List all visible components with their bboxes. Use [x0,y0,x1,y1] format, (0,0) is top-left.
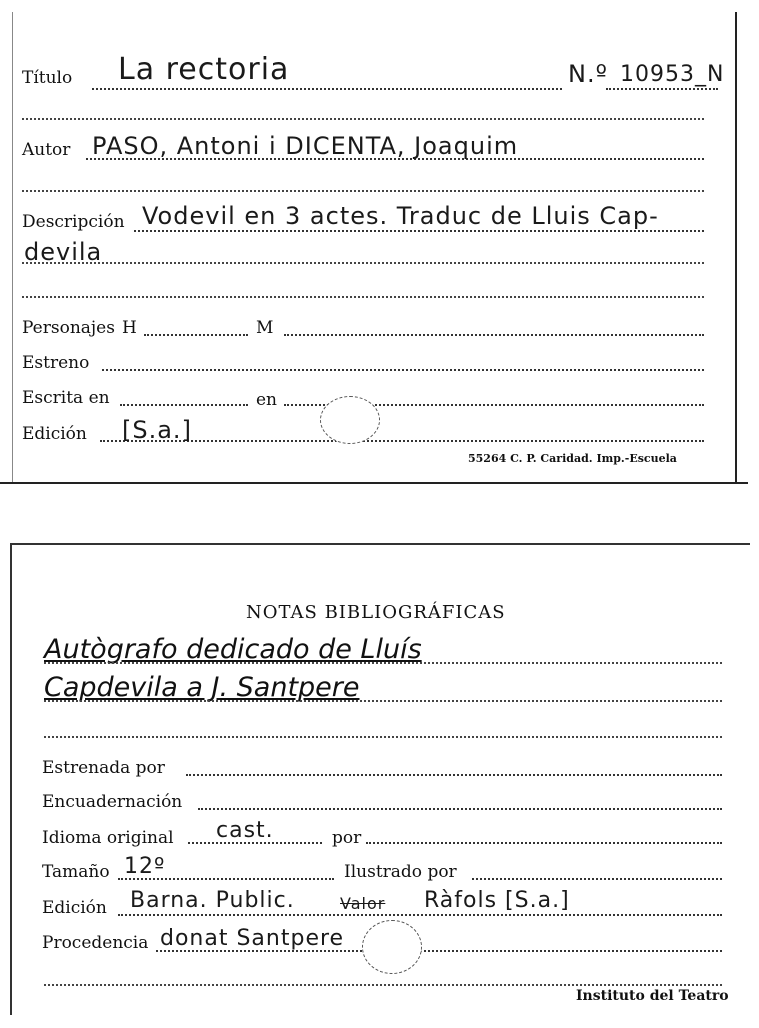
idioma-label: Idioma original [42,828,174,848]
descripcion-line1: Vodevil en 3 actes. Traduc de Lluis Cap- [142,202,659,230]
escrita-en: en [256,390,278,410]
escrita-line [120,404,248,406]
autor-value: PASO, Antoni i DICENTA, Joaquim [92,132,519,160]
titulo-line [92,88,562,90]
blank-line [22,296,704,298]
estrenada-label: Estrenada por [42,758,165,778]
note-rule-1 [44,662,722,664]
printer-imprint: 55264 C. P. Caridad. Imp.-Escuela [468,452,677,465]
personajes-label: Personajes [22,318,115,338]
encuadernacion-line [198,808,722,810]
edicion2-label: Edición [42,898,107,918]
titulo-label: Título [22,68,73,88]
blank-line [22,118,704,120]
estrenada-line [186,774,722,776]
edicion-label: Edición [22,424,87,444]
card-divider [0,482,748,484]
blank-line [44,984,722,986]
punch-hole [362,920,422,974]
procedencia-label: Procedencia [42,933,149,953]
escrita-label: Escrita en [22,388,110,408]
idioma-por-line [366,842,722,844]
num-label: N.º [568,60,608,88]
edicion2-value-2: Valor [340,894,386,913]
num-line [606,88,718,90]
estreno-line [102,369,704,371]
estreno-label: Estreno [22,353,90,373]
footer-institution: Instituto del Teatro [576,988,729,1004]
personajes-h: H [122,318,137,338]
edicion2-value-1: Barna. Public. [130,888,295,913]
ilustrado-line [472,878,722,880]
edicion2-value-3: Ràfols [S.a.] [424,888,570,913]
edicion-value: [S.a.] [122,416,192,444]
personajes-m-line [284,334,704,336]
note-rule-2 [44,700,722,702]
personajes-m: M [256,318,274,338]
note-line-2: Capdevila a J. Santpere [44,672,360,703]
tamano-label: Tamaño [42,862,110,882]
punch-hole [320,396,380,444]
encuadernacion-label: Encuadernación [42,792,183,812]
tamano-value: 12º [124,854,166,879]
descripcion-line2: devila [24,238,103,266]
titulo-value: La rectoria [118,52,290,87]
ilustrado-label: Ilustrado por [344,862,457,882]
descripcion-label: Descripción [22,212,125,232]
num-value: 10953_N [620,62,725,87]
idioma-value: cast. [216,818,274,843]
autor-label: Autor [22,140,71,160]
edicion2-line [118,914,722,916]
note-line-1: Autògrafo dedicado de Lluís [44,634,422,665]
note-rule-3 [44,736,722,738]
blank-line [22,190,704,192]
idioma-por: por [332,828,362,848]
personajes-h-line [144,334,248,336]
descripcion-line-2 [22,262,704,264]
procedencia-value: donat Santpere [160,926,345,951]
descripcion-line [134,230,704,232]
notes-heading: NOTAS BIBLIOGRÁFICAS [246,602,506,623]
